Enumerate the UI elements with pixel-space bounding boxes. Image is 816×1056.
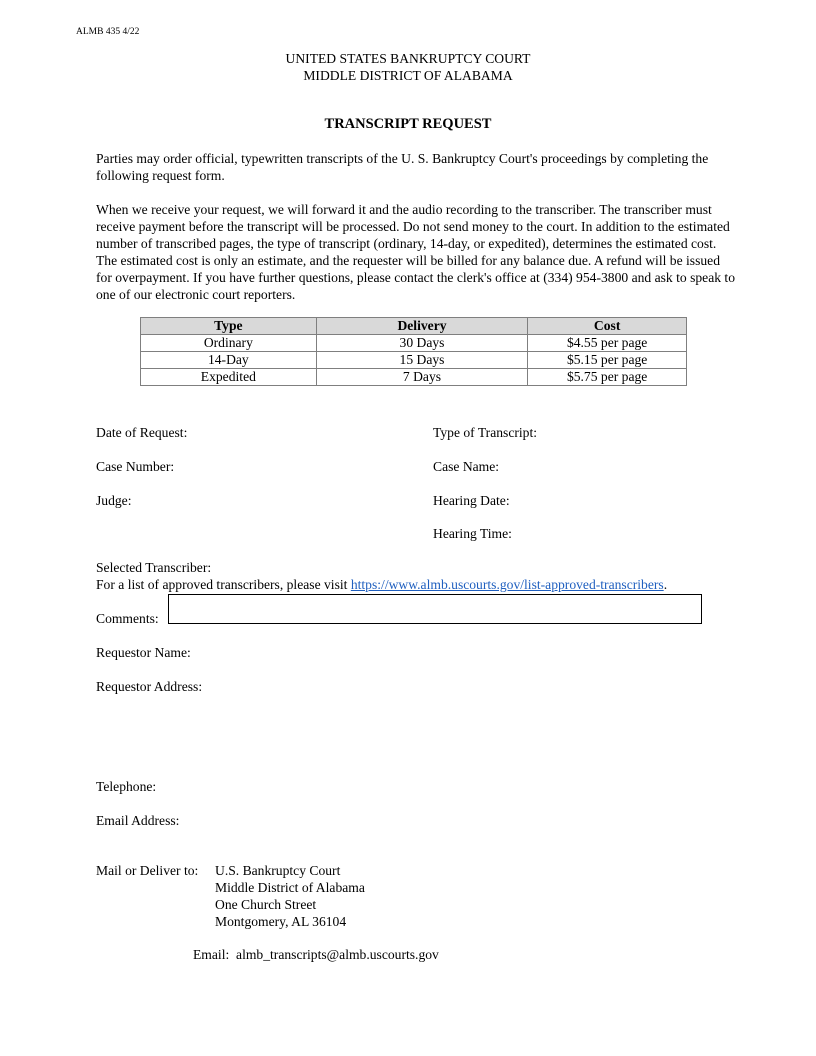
hearing-time-field[interactable]: Hearing Time:: [433, 526, 512, 541]
table-row: [141, 352, 687, 369]
mail-deliver-label: Mail or Deliver to:: [96, 863, 199, 878]
column-header-type: Type: [141, 318, 317, 335]
court-email-label: Email:: [193, 947, 230, 962]
transcriber-note-text: For a list of approved transcribers, please visit: [96, 577, 348, 592]
court-district: MIDDLE DISTRICT OF ALABAMA: [303, 68, 513, 83]
mailing-address-line-1: U.S. Bankruptcy Court: [215, 863, 341, 878]
form-code: ALMB 435 4/22: [76, 27, 140, 37]
table-cell: 15 Days: [316, 352, 528, 369]
case-number-field[interactable]: Case Number:: [96, 459, 175, 474]
hearing-date-field[interactable]: Hearing Date:: [433, 493, 510, 508]
transcriber-note-period: .: [663, 577, 668, 592]
approved-transcribers-link[interactable]: https://www.almb.uscourts.gov/list-approved-transcribers: [350, 577, 664, 592]
table-cell: $5.15 per page: [528, 352, 687, 369]
table-row: [141, 369, 687, 386]
comments-input[interactable]: [168, 594, 702, 624]
requestor-name-field[interactable]: Requestor Name:: [96, 645, 191, 660]
judge-field[interactable]: Judge:: [96, 493, 132, 508]
page-title: TRANSCRIPT REQUEST: [324, 116, 492, 132]
case-name-field[interactable]: Case Name:: [433, 459, 500, 474]
court-email-address: almb_transcripts@almb.uscourts.gov: [236, 947, 439, 962]
table-row: [141, 335, 687, 352]
column-header-delivery: Delivery: [316, 318, 528, 335]
date-of-request-field[interactable]: Date of Request:: [96, 425, 188, 440]
requestor-address-field[interactable]: Requestor Address:: [96, 679, 203, 694]
intro-paragraph-1: Parties may order official, typewritten transcripts of the U. S. Bankruptcy Court's proceedings by completing the following request form.: [96, 151, 709, 183]
email-address-field[interactable]: Email Address:: [96, 813, 180, 828]
telephone-field[interactable]: Telephone:: [96, 779, 157, 794]
table-cell: 7 Days: [316, 369, 528, 386]
court-email: [193, 947, 439, 963]
intro-paragraph-2: When we receive your request, we will forward it and the audio recording to the transcriber. The transcriber must receive payment before the transcript will be processed. Do not send money to the court. In addition to the estimated number of transcribed pages, the type of transcript (ordinary, 14-day, or expedited), determines the estimated cost. The estimated cost is only an estimate, and the requester will be billed for any balance due. A refund will be issued for overpayment. If you have further questions, please contact the clerk's office at (334) 954-3800 and ask to speak to one of our electronic court reporters.: [96, 202, 736, 302]
table-cell: Expedited: [141, 369, 317, 386]
mailing-address-line-2: Middle District of Alabama: [215, 880, 365, 895]
table-cell: 30 Days: [316, 335, 528, 352]
type-of-transcript-field[interactable]: Type of Transcript:: [433, 425, 538, 440]
court-name: UNITED STATES BANKRUPTCY COURT: [285, 51, 531, 66]
column-header-cost: Cost: [528, 318, 687, 335]
table-cell: Ordinary: [141, 335, 317, 352]
table-header-row: [141, 318, 687, 335]
selected-transcriber-field[interactable]: Selected Transcriber:: [96, 560, 212, 575]
mailing-address-line-3: One Church Street: [215, 897, 317, 912]
transcript-rates-table: [140, 317, 687, 386]
table-cell: $5.75 per page: [528, 369, 687, 386]
mailing-address-line-4: Montgomery, AL 36104: [215, 914, 347, 929]
comments-label: Comments:: [96, 611, 159, 626]
table-cell: 14-Day: [141, 352, 317, 369]
table-cell: $4.55 per page: [528, 335, 687, 352]
transcriber-note: [96, 577, 667, 593]
